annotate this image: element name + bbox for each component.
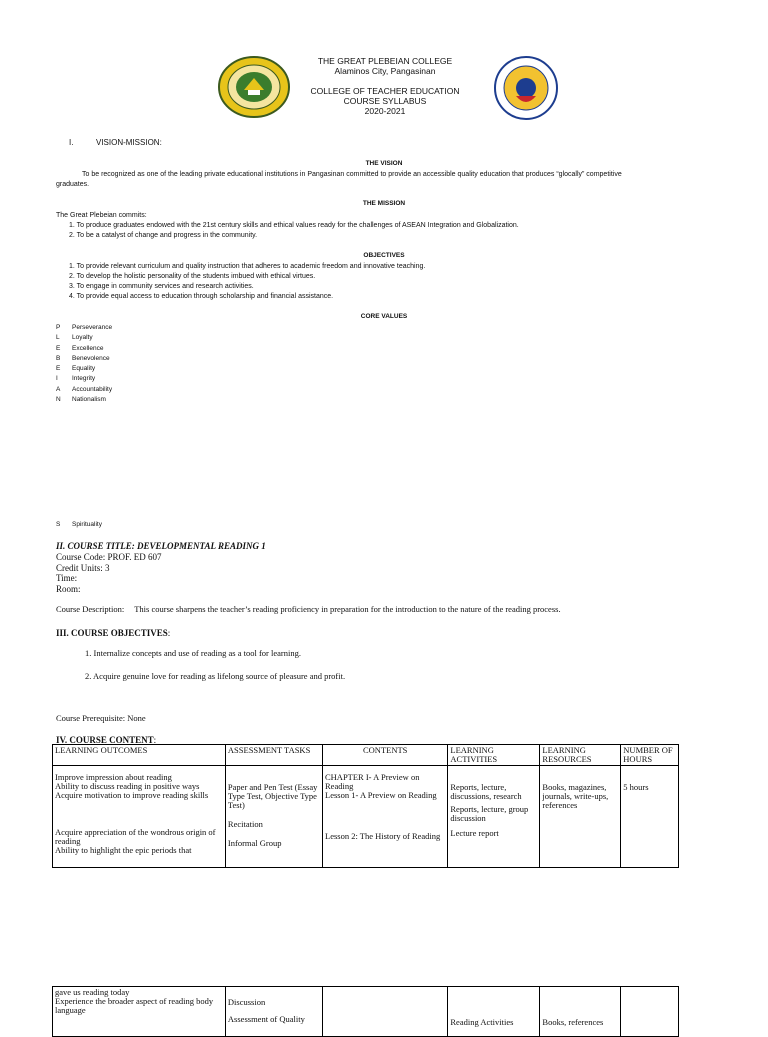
table-header-row — [53, 745, 679, 766]
course-prerequisite: Course Prerequisite: None — [56, 713, 146, 723]
assessment-item: Discussion — [227, 997, 266, 1007]
core-values-heading: CORE VALUES — [360, 313, 408, 320]
content-item: Lesson 1- A Preview on Reading — [325, 790, 437, 800]
core-value: N Nationalism — [56, 396, 106, 404]
assessment-item: Recitation — [227, 819, 263, 829]
outcome-item: gave us reading today — [55, 987, 130, 997]
mission-item-2: 2. To be a catalyst of change and progress in the community. — [69, 232, 258, 239]
objective-item-4: 4. To provide equal access to education through scholarship and financial assistance. — [69, 293, 334, 300]
core-value: E Excellence — [56, 344, 104, 352]
header-activities: LEARNING ACTIVITIES — [448, 745, 540, 766]
mission-intro: The Great Plebeian commits: — [56, 212, 147, 219]
course-content-title: IV. COURSE CONTENT: — [56, 735, 157, 745]
objective-item-2: 2. To develop the holistic personality of the students imbued with ethical virtues. — [69, 273, 316, 280]
vision-text-2: graduates. — [56, 181, 90, 188]
header-outcomes: LEARNING OUTCOMES — [53, 745, 226, 766]
core-value: L Loyalty — [56, 334, 93, 342]
core-value: I Integrity — [56, 375, 96, 383]
section1-title: VISION-MISSION: — [96, 138, 162, 147]
core-value: P Perseverance — [56, 324, 113, 331]
outcome-item: Acquire appreciation of the wondrous origin of reading — [55, 827, 216, 846]
core-value: B Benevolence — [56, 354, 110, 362]
activity-item: Reading Activities — [450, 1017, 514, 1027]
course-code: Course Code: PROF. ED 607 — [56, 552, 162, 562]
course-objective-2: 2. Acquire genuine love for reading as lifelong source of pleasure and profit. — [85, 671, 346, 681]
course-content-table — [52, 744, 679, 868]
description-text: This course sharpens the teacher’s reading proficiency in preparation for the introduction to the nature of the reading process. — [134, 604, 561, 614]
outcome-item: Ability to discuss reading in positive ways — [55, 781, 200, 791]
header-contents: CONTENTS — [323, 745, 448, 766]
college-seal — [218, 56, 290, 118]
credit-units: Credit Units: 3 — [56, 562, 110, 573]
outcome-item: Improve impression about reading — [55, 772, 172, 782]
outcome-item: Ability to highlight the epic periods that — [55, 845, 192, 855]
course-time: Time: — [56, 573, 78, 583]
content-item: Lesson 2: The History of Reading — [325, 831, 441, 841]
core-value-last: S Spirituality — [56, 521, 102, 528]
header-hours: NUMBER OF HOURS — [621, 745, 679, 766]
activity-item: Lecture report — [450, 828, 499, 838]
course-title: II. COURSE TITLE: DEVELOPMENTAL READING 1 — [56, 541, 266, 551]
header-resources: LEARNING RESOURCES — [540, 745, 621, 766]
resource-item: Books, magazines, journals, write-ups, references — [542, 782, 609, 810]
table-row — [53, 987, 679, 1037]
vision-heading: THE VISION — [365, 160, 403, 167]
college-name: THE GREAT PLEBEIAN COLLEGE — [317, 56, 453, 66]
mission-item-1: 1. To produce graduates endowed with the 21st century skills and ethical values ready for the challenges of ASEAN Integration and Globalization. — [69, 222, 519, 229]
assessment-item: Assessment of Quality — [227, 1014, 305, 1024]
ched-seal — [494, 56, 558, 120]
outcome-item: Acquire motivation to improve reading skills — [55, 790, 209, 800]
doc-type: COURSE SYLLABUS — [343, 96, 427, 106]
assessment-item: Informal Group — [227, 838, 282, 848]
table-row — [53, 766, 679, 868]
assessment-item: Paper and Pen Test (Essay Type Test, Objective Type Test) — [227, 782, 318, 810]
course-description — [56, 604, 561, 614]
activity-item: Reports, lecture, group discussion — [450, 804, 529, 823]
school-year: 2020-2021 — [364, 106, 406, 116]
mission-heading: THE MISSION — [362, 200, 406, 207]
outcome-item: Experience the broader aspect of reading body language — [55, 996, 214, 1015]
activity-item: Reports, lecture, discussions, research — [450, 782, 522, 801]
course-objective-1: 1. Internalize concepts and use of reading as a tool for learning. — [85, 648, 301, 658]
course-room: Room: — [56, 583, 81, 594]
core-values-list — [56, 323, 112, 405]
objective-item-1: 1. To provide relevant curriculum and quality instruction that adheres to academic freedom and innovative teaching. — [69, 263, 426, 270]
core-value: A Accountability — [56, 385, 113, 393]
header-assessment: ASSESSMENT TASKS — [225, 745, 322, 766]
core-value: E Equality — [56, 365, 96, 373]
course-content-table-continued — [52, 986, 679, 1037]
department: COLLEGE OF TEACHER EDUCATION — [310, 86, 460, 96]
hours-item: 5 hours — [623, 782, 649, 792]
content-item: CHAPTER I- A Preview on Reading — [325, 772, 420, 791]
resource-item: Books, references — [542, 1017, 604, 1027]
description-label: Course Description: — [56, 604, 125, 614]
objectives-heading: OBJECTIVES — [363, 252, 405, 259]
college-location: Alaminos City, Pangasinan — [334, 66, 436, 76]
section1-number: I. — [69, 138, 74, 147]
course-objectives-title: III. COURSE OBJECTIVES: — [56, 628, 171, 638]
vision-text: To be recognized as one of the leading private educational institutions in Pangasinan committed to provide an accessible quality education that produces “glocally” competitive — [82, 171, 622, 178]
course-info — [56, 552, 162, 594]
objective-item-3: 3. To engage in community services and research activities. — [69, 283, 254, 290]
